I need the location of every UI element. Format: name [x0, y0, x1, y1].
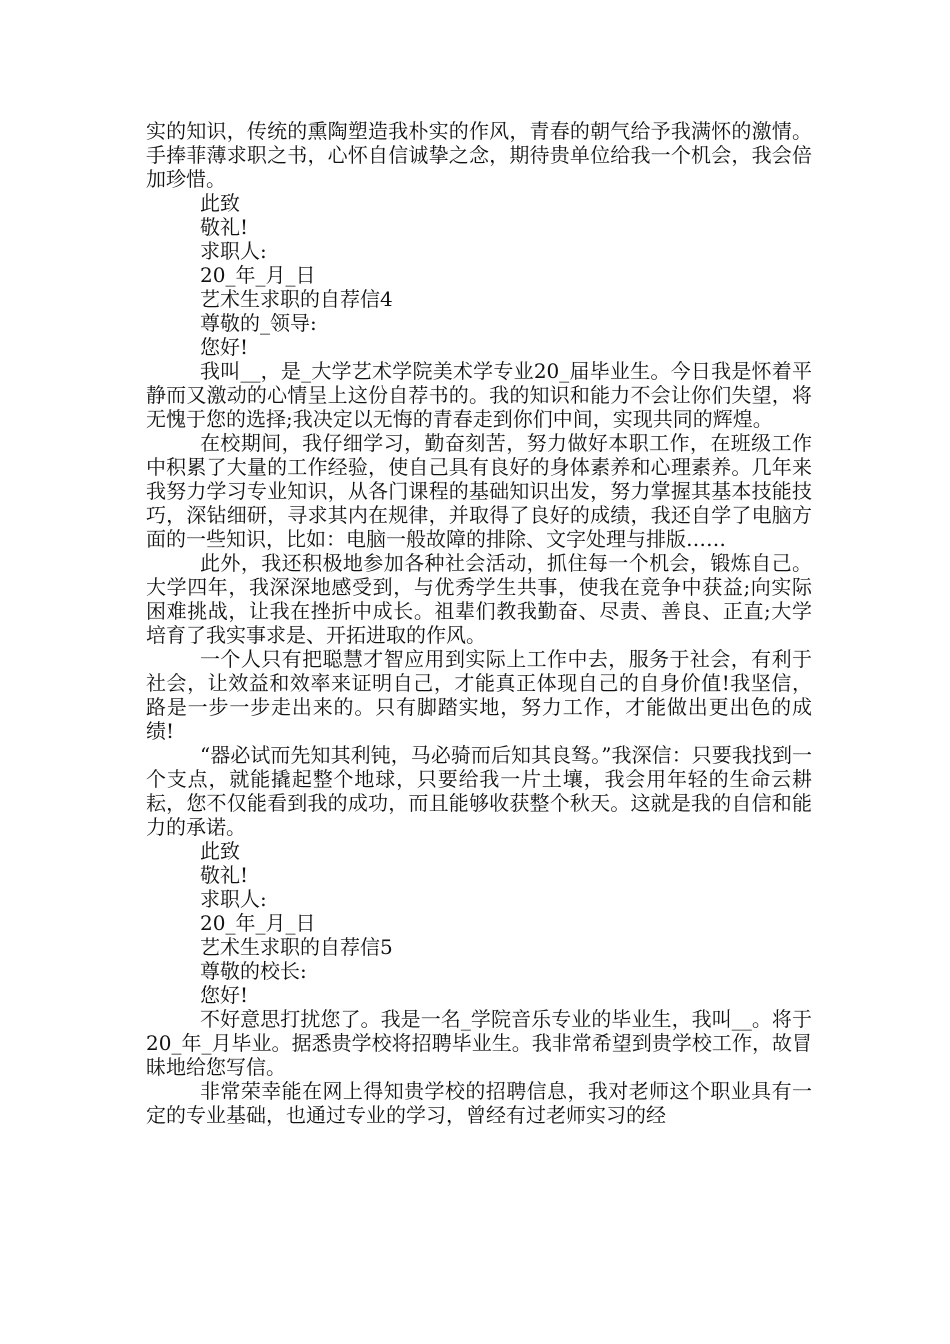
greeting: 您好! [200, 983, 249, 1007]
paragraph: 实的知识，传统的熏陶塑造我朴实的作风，青春的朝气给予我满怀的激情。手捧菲薄求职之书，心怀自信诚挚之念，期待贵单位给我一个机会，我会倍加珍惜。 [146, 119, 812, 191]
paragraph: 不好意思打扰您了。我是一名_学院音乐专业的毕业生，我叫__。将于20_年_月毕业。据悉贵学校将招聘毕业生。我非常希望到贵学校工作，故冒昧地给您写信。 [146, 1007, 812, 1079]
paragraph: 一个人只有把聪慧才智应用到实际上工作中去，服务于社会，有利于社会，让效益和效率来证明自己，才能真正体现自己的自身价值!我坚信，路是一步一步走出来的。只有脚踏实地，努力工作，才能做出更出色的成绩! [146, 647, 812, 743]
closing-regards: 敬礼! [200, 215, 249, 239]
date-line: 20_年_月_日 [200, 263, 316, 287]
greeting-recipient: 尊敬的校长: [200, 959, 307, 983]
paragraph: 非常荣幸能在网上得知贵学校的招聘信息，我对老师这个职业具有一定的专业基础，也通过专业的学习，曾经有过老师实习的经 [146, 1079, 812, 1127]
closing-regards: 敬礼! [200, 863, 249, 887]
date-line: 20_年_月_日 [200, 911, 316, 935]
closing-salutation: 此致 [200, 839, 240, 863]
paragraph: 此外，我还积极地参加各种社会活动，抓住每一个机会，锻炼自己。大学四年，我深深地感受到，与优秀学生共事，使我在竞争中获益;向实际困难挑战，让我在挫折中成长。祖辈们教我勤奋、尽责、善良、正直;大学培育了我实事求是、开拓进取的作风。 [146, 551, 812, 647]
greeting-recipient: 尊敬的_领导: [200, 311, 317, 335]
section-title: 艺术生求职的自荐信4 [200, 287, 393, 311]
paragraph: 我叫__，是_大学艺术学院美术学专业20_届毕业生。今日我是怀着平静而又激动的心情呈上这份自荐书的。我的知识和能力不会让你们失望，将无愧于您的选择;我决定以无悔的青春走到你们中间，实现共同的辉煌。 [146, 359, 812, 431]
section-title: 艺术生求职的自荐信5 [200, 935, 393, 959]
document-page [146, 119, 812, 1127]
paragraph: 在校期间，我仔细学习，勤奋刻苦，努力做好本职工作，在班级工作中积累了大量的工作经验，使自己具有良好的身体素养和心理素养。几年来我努力学习专业知识，从各门课程的基础知识出发，努力掌握其基本技能技巧，深钻细研，寻求其内在规律，并取得了良好的成绩，我还自学了电脑方面的一些知识，比如：电脑一般故障的排除、文字处理与排版…… [146, 431, 812, 551]
closing-salutation: 此致 [200, 191, 240, 215]
applicant-signature: 求职人: [200, 887, 267, 911]
applicant-signature: 求职人: [200, 239, 267, 263]
paragraph: “器必试而先知其利钝，马必骑而后知其良驽。”我深信：只要我找到一个支点，就能撬起整个地球，只要给我一片土壤，我会用年轻的生命云耕耘，您不仅能看到我的成功，而且能够收获整个秋天。这就是我的自信和能力的承诺。 [146, 743, 812, 839]
greeting: 您好! [200, 335, 249, 359]
